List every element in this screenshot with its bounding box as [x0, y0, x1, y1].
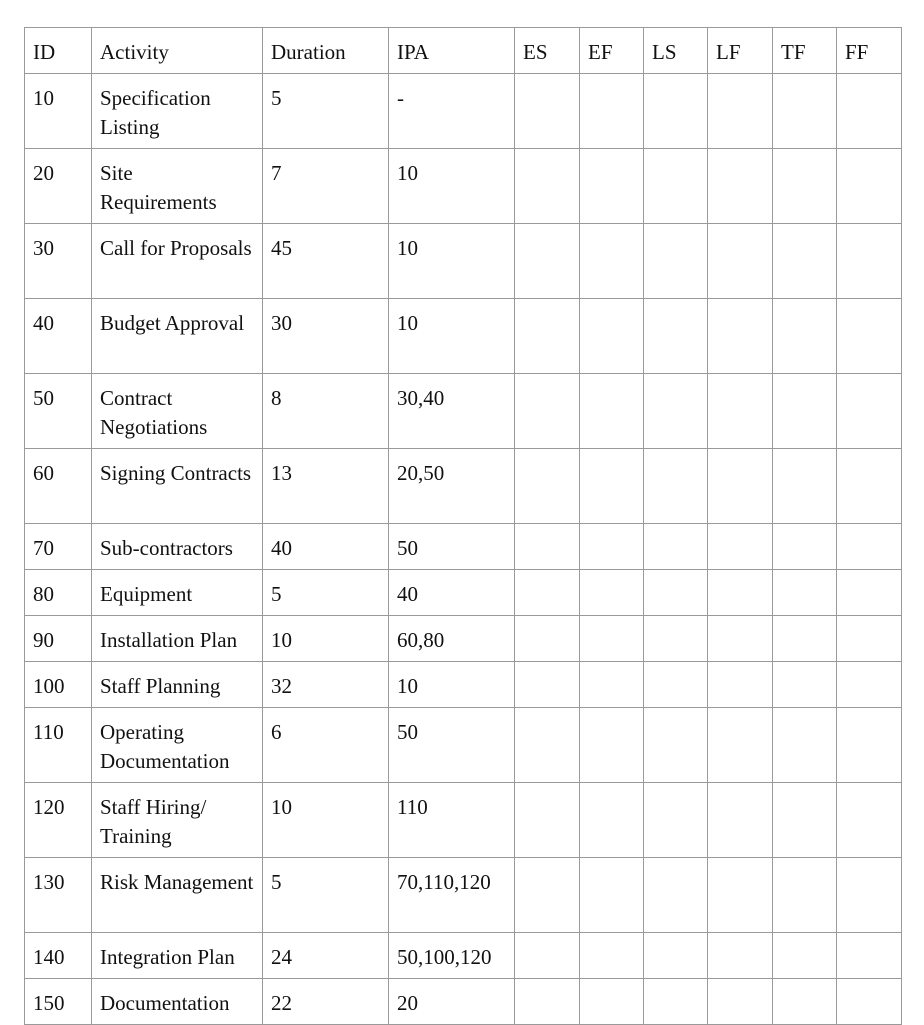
cell-ef	[580, 570, 644, 616]
cell-duration: 6	[263, 708, 389, 783]
table-row	[25, 616, 902, 662]
cell-ls	[644, 74, 708, 149]
table-row	[25, 299, 902, 374]
cell-ff	[837, 933, 902, 979]
cell-lf	[708, 979, 773, 1025]
cell-es	[515, 449, 580, 524]
cell-id: 110	[25, 708, 92, 783]
cell-ff	[837, 570, 902, 616]
cell-ff	[837, 149, 902, 224]
cell-ef	[580, 783, 644, 858]
cell-ff	[837, 662, 902, 708]
table-row	[25, 374, 902, 449]
cell-ef	[580, 933, 644, 979]
cell-tf	[773, 933, 837, 979]
cell-id: 10	[25, 74, 92, 149]
cell-lf	[708, 449, 773, 524]
cell-duration: 24	[263, 933, 389, 979]
cell-activity: Staff Planning	[92, 662, 263, 708]
cell-ipa: 50,100,120	[389, 933, 515, 979]
cell-ipa: 70,110,120	[389, 858, 515, 933]
cell-ls	[644, 616, 708, 662]
cell-ls	[644, 299, 708, 374]
cell-duration: 8	[263, 374, 389, 449]
cell-activity: Call for Proposals	[92, 224, 263, 299]
cell-duration: 13	[263, 449, 389, 524]
cell-activity: Risk Management	[92, 858, 263, 933]
cell-activity: Specification Listing	[92, 74, 263, 149]
cell-activity: Contract Negotiations	[92, 374, 263, 449]
cell-activity: Installation Plan	[92, 616, 263, 662]
header-ff: FF	[837, 28, 902, 74]
cell-duration: 5	[263, 570, 389, 616]
cell-activity: Budget Approval	[92, 299, 263, 374]
cell-lf	[708, 524, 773, 570]
cell-ff	[837, 224, 902, 299]
cell-ls	[644, 708, 708, 783]
cell-lf	[708, 662, 773, 708]
cell-ef	[580, 299, 644, 374]
cell-ls	[644, 858, 708, 933]
cell-tf	[773, 524, 837, 570]
header-ipa: IPA	[389, 28, 515, 74]
cell-activity: Sub-contractors	[92, 524, 263, 570]
cell-lf	[708, 74, 773, 149]
cell-ipa: 20	[389, 979, 515, 1025]
cell-tf	[773, 299, 837, 374]
cell-ipa: 60,80	[389, 616, 515, 662]
cell-ef	[580, 858, 644, 933]
cell-ls	[644, 449, 708, 524]
table-row	[25, 858, 902, 933]
table-row	[25, 224, 902, 299]
cell-id: 80	[25, 570, 92, 616]
table-row	[25, 662, 902, 708]
cell-ipa: 110	[389, 783, 515, 858]
table-row	[25, 149, 902, 224]
cell-activity: Equipment	[92, 570, 263, 616]
cell-tf	[773, 616, 837, 662]
table-row	[25, 524, 902, 570]
cell-duration: 5	[263, 74, 389, 149]
table-row	[25, 449, 902, 524]
cell-ef	[580, 74, 644, 149]
cell-duration: 45	[263, 224, 389, 299]
cell-ff	[837, 449, 902, 524]
table-row	[25, 783, 902, 858]
cell-activity: Integration Plan	[92, 933, 263, 979]
cell-lf	[708, 374, 773, 449]
cell-ff	[837, 783, 902, 858]
cell-ef	[580, 662, 644, 708]
table-row	[25, 979, 902, 1025]
cell-ff	[837, 708, 902, 783]
cell-ff	[837, 74, 902, 149]
cell-ls	[644, 783, 708, 858]
cell-tf	[773, 224, 837, 299]
cell-es	[515, 979, 580, 1025]
cell-ff	[837, 299, 902, 374]
cell-ls	[644, 224, 708, 299]
cell-es	[515, 858, 580, 933]
cell-lf	[708, 858, 773, 933]
header-row	[25, 28, 902, 74]
cell-lf	[708, 708, 773, 783]
cell-activity: Signing Contracts	[92, 449, 263, 524]
table-row	[25, 933, 902, 979]
cell-ipa: 10	[389, 149, 515, 224]
cell-ls	[644, 979, 708, 1025]
cell-ipa: 50	[389, 524, 515, 570]
cell-es	[515, 149, 580, 224]
cell-ef	[580, 374, 644, 449]
cell-ls	[644, 524, 708, 570]
cell-ef	[580, 149, 644, 224]
table-row	[25, 708, 902, 783]
cell-lf	[708, 299, 773, 374]
cell-ff	[837, 858, 902, 933]
cell-es	[515, 299, 580, 374]
cell-ls	[644, 570, 708, 616]
cell-es	[515, 783, 580, 858]
cell-ipa: -	[389, 74, 515, 149]
cell-ls	[644, 662, 708, 708]
cell-duration: 40	[263, 524, 389, 570]
cell-es	[515, 374, 580, 449]
cell-ff	[837, 524, 902, 570]
cell-ef	[580, 708, 644, 783]
cell-es	[515, 708, 580, 783]
cell-ef	[580, 524, 644, 570]
cell-id: 30	[25, 224, 92, 299]
cell-tf	[773, 374, 837, 449]
cell-ef	[580, 224, 644, 299]
cell-lf	[708, 933, 773, 979]
cell-lf	[708, 224, 773, 299]
cell-ls	[644, 933, 708, 979]
header-id: ID	[25, 28, 92, 74]
table-row	[25, 570, 902, 616]
cell-ff	[837, 616, 902, 662]
cell-duration: 32	[263, 662, 389, 708]
cell-lf	[708, 149, 773, 224]
cell-es	[515, 933, 580, 979]
cell-tf	[773, 149, 837, 224]
cell-ff	[837, 374, 902, 449]
cell-activity: Documentation	[92, 979, 263, 1025]
cell-es	[515, 616, 580, 662]
header-tf: TF	[773, 28, 837, 74]
cell-tf	[773, 74, 837, 149]
cell-activity: Staff Hiring/ Training	[92, 783, 263, 858]
cell-duration: 10	[263, 616, 389, 662]
cell-tf	[773, 662, 837, 708]
header-ef: EF	[580, 28, 644, 74]
header-ls: LS	[644, 28, 708, 74]
cell-id: 140	[25, 933, 92, 979]
cell-ipa: 50	[389, 708, 515, 783]
cell-lf	[708, 783, 773, 858]
cell-id: 130	[25, 858, 92, 933]
cell-id: 60	[25, 449, 92, 524]
cell-id: 120	[25, 783, 92, 858]
table-row	[25, 74, 902, 149]
cell-id: 50	[25, 374, 92, 449]
cell-id: 40	[25, 299, 92, 374]
cell-ipa: 20,50	[389, 449, 515, 524]
cell-id: 90	[25, 616, 92, 662]
cell-tf	[773, 708, 837, 783]
header-es: ES	[515, 28, 580, 74]
cell-ls	[644, 149, 708, 224]
activity-table	[24, 27, 902, 1025]
cell-es	[515, 570, 580, 616]
cell-ls	[644, 374, 708, 449]
cell-tf	[773, 783, 837, 858]
cell-duration: 7	[263, 149, 389, 224]
cell-ipa: 10	[389, 299, 515, 374]
cell-tf	[773, 858, 837, 933]
cell-ipa: 10	[389, 662, 515, 708]
cell-tf	[773, 979, 837, 1025]
header-lf: LF	[708, 28, 773, 74]
header-duration: Duration	[263, 28, 389, 74]
cell-ipa: 40	[389, 570, 515, 616]
cell-es	[515, 662, 580, 708]
cell-duration: 30	[263, 299, 389, 374]
cell-duration: 5	[263, 858, 389, 933]
cell-duration: 22	[263, 979, 389, 1025]
cell-id: 150	[25, 979, 92, 1025]
cell-ef	[580, 449, 644, 524]
cell-es	[515, 524, 580, 570]
cell-id: 20	[25, 149, 92, 224]
cell-duration: 10	[263, 783, 389, 858]
cell-lf	[708, 570, 773, 616]
cell-ipa: 30,40	[389, 374, 515, 449]
cell-es	[515, 224, 580, 299]
cell-tf	[773, 570, 837, 616]
cell-id: 70	[25, 524, 92, 570]
cell-id: 100	[25, 662, 92, 708]
cell-ipa: 10	[389, 224, 515, 299]
cell-activity: Operating Documentation	[92, 708, 263, 783]
cell-ff	[837, 979, 902, 1025]
cell-es	[515, 74, 580, 149]
cell-ef	[580, 979, 644, 1025]
cell-activity: Site Requirements	[92, 149, 263, 224]
cell-tf	[773, 449, 837, 524]
cell-lf	[708, 616, 773, 662]
cell-ef	[580, 616, 644, 662]
header-activity: Activity	[92, 28, 263, 74]
